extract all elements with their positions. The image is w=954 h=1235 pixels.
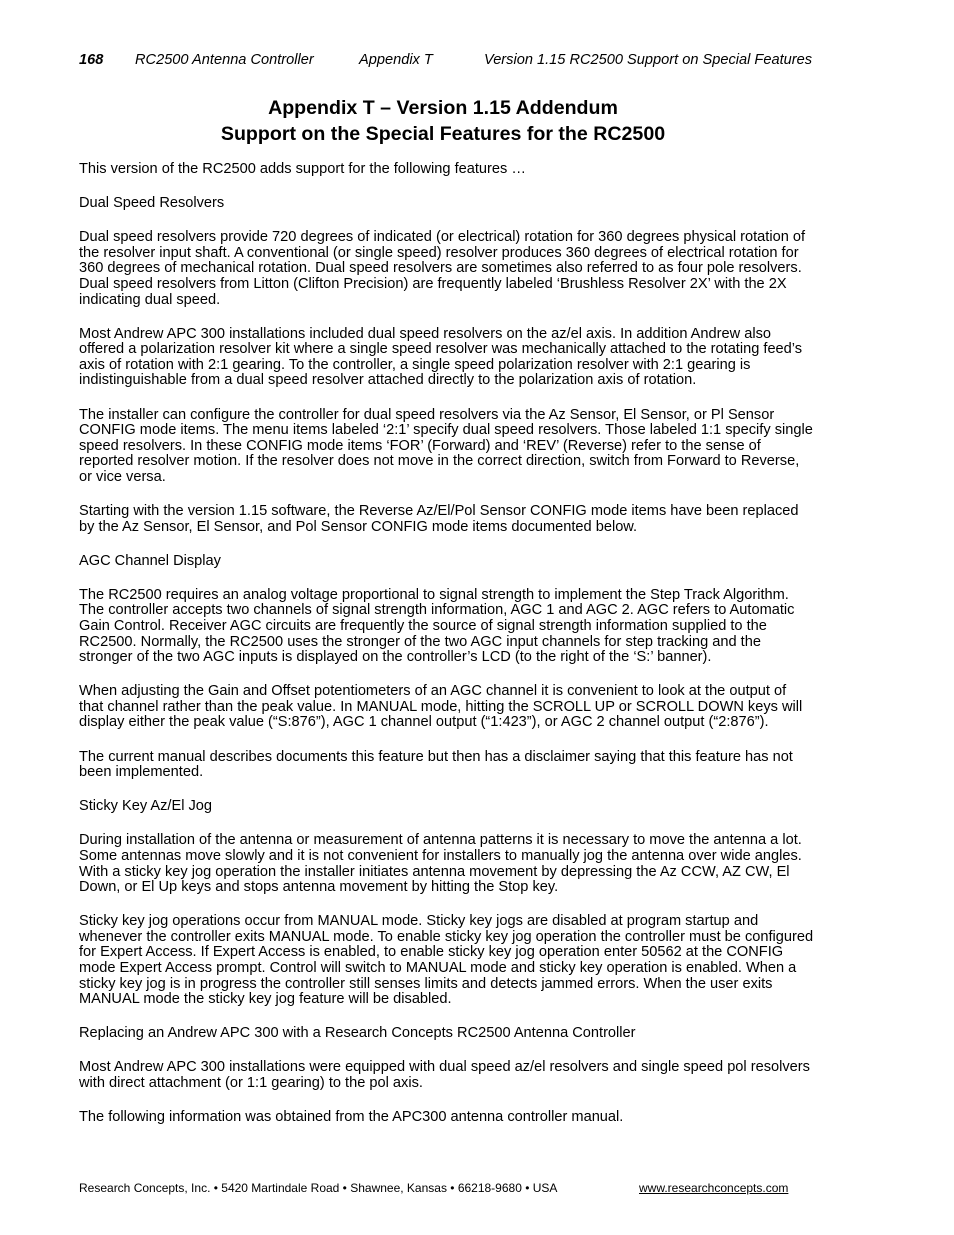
page-footer (79, 1181, 799, 1197)
page-title (0, 95, 886, 147)
paragraph: Most Andrew APC 300 installations were equipped with dual speed az/el resolvers and single speed pol resolvers with direct attachment (or 1:1 gearing) to the pol axis. (79, 1059, 810, 1091)
paragraph: The current manual describes documents this feature but then has a disclaimer saying that this feature has not been implemented. (79, 748, 793, 781)
page-number: 168 (79, 52, 104, 68)
header-version-title: Version 1.15 RC2500 Support on Special Features (484, 52, 813, 68)
paragraph: Dual speed resolvers provide 720 degrees of indicated (or electrical) rotation for 360 degrees physical rotation of the resolver input shaft. A conventional (or single speed) resolver produces 360 degrees of electrical rotation for 360 degrees of mechanical rotation. Dual speed resolvers are sometimes also referred to as four pole resolvers. Dual speed resolvers from Litton (Clifton Precision) are frequently labeled ‘Brushless Resolver 2X’ with the 2X indicating dual speed. (79, 229, 806, 308)
header-product: RC2500 Antenna Controller (135, 52, 314, 68)
paragraph: The RC2500 requires an analog voltage proportional to signal strength to implement the Step Track Algorithm. The controller accepts two channels of signal strength information, AGC 1 and AGC 2. AGC refers to Automatic Gain Control. Receiver AGC circuits are frequently the source of signal strength information supplied to the RC2500. Normally, the RC2500 uses the stronger of the two AGC input channels for step tracking and the stronger of the two AGC inputs is displayed on the controller’s LCD (to the right of the ‘S:’ banner). (79, 586, 795, 666)
section-heading-sticky-key: Sticky Key Az/El Jog (79, 798, 213, 815)
section-heading-replacing: Replacing an Andrew APC 300 with a Research Concepts RC2500 Antenna Controller (79, 1025, 636, 1042)
paragraph: Starting with the version 1.15 software, the Reverse Az/El/Pol Sensor CONFIG mode items have been replaced by the Az Sensor, El Sensor, and Pol Sensor CONFIG mode items documented below. (79, 503, 799, 535)
page-header (79, 52, 879, 70)
footer-address: Research Concepts, Inc. • 5420 Martindale Road • Shawnee, Kansas • 66218-9680 • USA (79, 1181, 558, 1195)
footer-website-link[interactable]: www.researchconcepts.com (639, 1181, 789, 1195)
paragraph: The following information was obtained from the APC300 antenna controller manual. (79, 1109, 624, 1126)
paragraph: Sticky key jog operations occur from MANUAL mode. Sticky key jogs are disabled at program startup and whenever the controller exits MANUAL mode. To enable sticky key jog operation the controller must be configured for Expert Access. If Expert Access is enabled, to enable sticky key jog operation enter 50562 at the CONFIG mode Expert Access prompt. Control will switch to MANUAL mode and sticky key operation is enabled. When a sticky key jog is in progress the controller still senses limits and detects jammed errors. When the user exits MANUAL mode the sticky key jog feature will be disabled. (79, 913, 814, 1008)
header-appendix: Appendix T (359, 52, 433, 68)
paragraph: When adjusting the Gain and Offset potentiometers of an AGC channel it is convenient to look at the output of that channel rather than the peak value. In MANUAL mode, hitting the SCROLL UP or SCROLL DOWN keys will display either the peak value (“S:876”), AGC 1 channel output (“1:423”), or AGC 2 channel output (“2:876”). (79, 683, 803, 731)
paragraph: Most Andrew APC 300 installations included dual speed resolvers on the az/el axis. In addition Andrew also offered a polarization resolver kit where a single speed resolver was mechanically attached to the rotating feed’s axis of rotation with 2:1 gearing. To the controller, a single speed polarization resolver with 2:1 gearing is indistinguishable from a dual speed resolver attached directly to the polarization axis of rotation. (79, 325, 803, 389)
section-heading-agc: AGC Channel Display (79, 552, 221, 569)
section-heading-dual-speed: Dual Speed Resolvers (79, 195, 225, 212)
intro-paragraph: This version of the RC2500 adds support for the following features … (79, 161, 526, 177)
title-line-1: Appendix T – Version 1.15 Addendum (268, 97, 618, 119)
paragraph: The installer can configure the controller for dual speed resolvers via the Az Sensor, El Sensor, or Pl Sensor CONFIG mode items. The menu items labeled ‘2:1’ specify dual speed resolvers. Those labeled 1:1 specify single speed resolvers. In these CONFIG mode items ‘FOR’ (Forward) and ‘REV’ (Reverse) refer to the sense of reported resolver motion. If the resolver does not move in the correct direction, switch from Forward to Reverse, or vice versa. (79, 406, 813, 485)
paragraph: During installation of the antenna or measurement of antenna patterns it is necessary to move the antenna a lot. Some antennas move slowly and it is not convenient for installers to manually jog the antenna over wide angles. With a sticky key jog operation the installer initiates antenna movement by depressing the Az CCW, AZ CW, El Down, or El Up keys and stops antenna movement by hitting the Stop key. (79, 832, 802, 896)
document-body (79, 162, 814, 1144)
title-line-2: Support on the Special Features for the RC2500 (220, 123, 666, 145)
